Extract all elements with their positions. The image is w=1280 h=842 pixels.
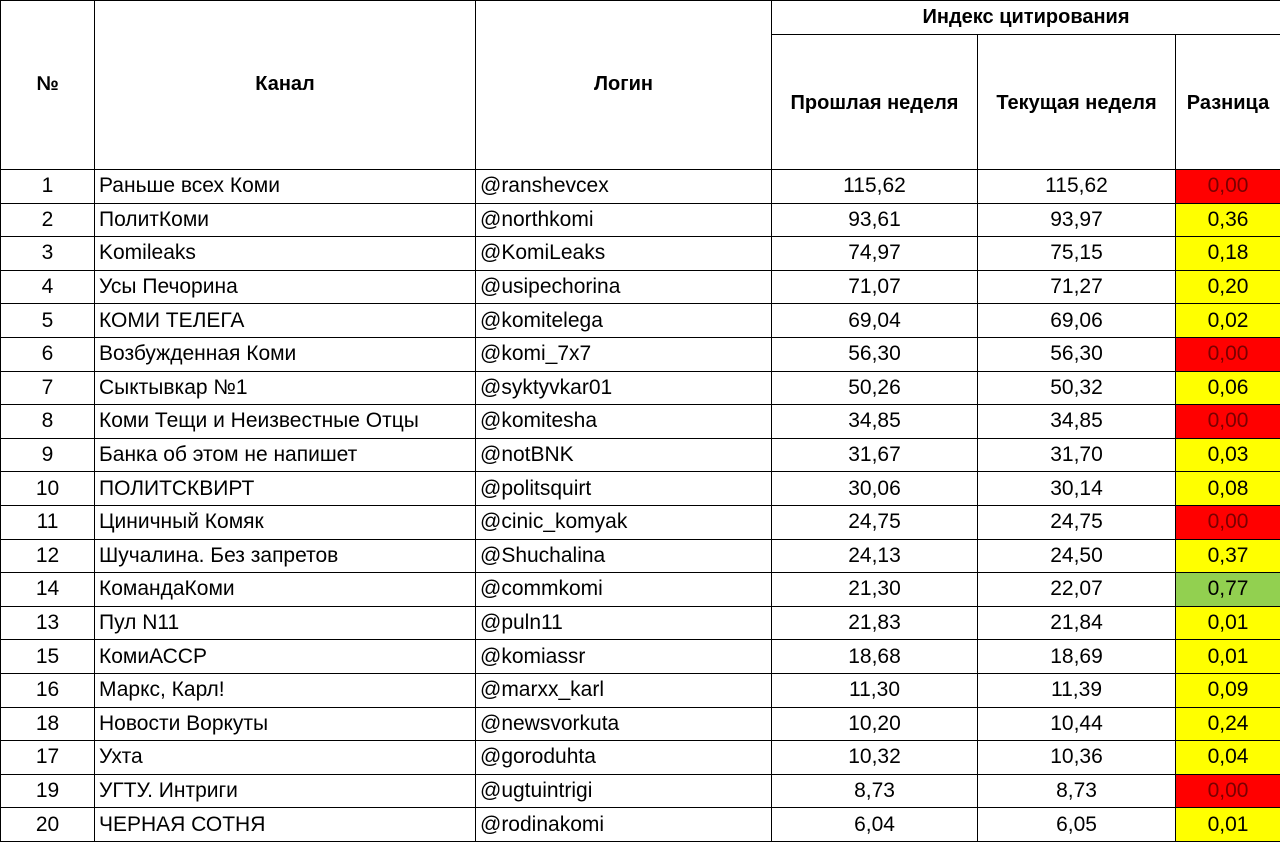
row-number: 18 [1, 707, 95, 741]
prev-week-value: 11,30 [772, 673, 978, 707]
diff-value: 0,00 [1176, 337, 1280, 371]
table-row [1, 405, 1280, 439]
cur-week-value: 115,62 [978, 170, 1176, 204]
diff-value: 0,36 [1176, 203, 1280, 237]
channel-login: @cinic_komyak [476, 505, 772, 539]
table-row [1, 237, 1280, 271]
row-number: 4 [1, 270, 95, 304]
channel-login: @Shuchalina [476, 539, 772, 573]
prev-week-value: 18,68 [772, 640, 978, 674]
row-number: 6 [1, 337, 95, 371]
diff-value: 0,02 [1176, 304, 1280, 338]
channel-name: Раньше всех Коми [95, 170, 476, 204]
channel-name: ЧЕРНАЯ СОТНЯ [95, 808, 476, 842]
cur-week-value: 21,84 [978, 606, 1176, 640]
prev-week-value: 74,97 [772, 237, 978, 271]
row-number: 11 [1, 505, 95, 539]
channel-login: @ranshevcex [476, 170, 772, 204]
header-num: № [1, 1, 95, 170]
prev-week-value: 24,75 [772, 505, 978, 539]
table-row [1, 337, 1280, 371]
channel-login: @northkomi [476, 203, 772, 237]
cur-week-value: 11,39 [978, 673, 1176, 707]
diff-value: 0,01 [1176, 606, 1280, 640]
diff-value: 0,00 [1176, 405, 1280, 439]
cur-week-value: 22,07 [978, 573, 1176, 607]
diff-value: 0,18 [1176, 237, 1280, 271]
diff-value: 0,03 [1176, 438, 1280, 472]
row-number: 16 [1, 673, 95, 707]
diff-value: 0,09 [1176, 673, 1280, 707]
prev-week-value: 6,04 [772, 808, 978, 842]
cur-week-value: 71,27 [978, 270, 1176, 304]
channel-name: Шучалина. Без запретов [95, 539, 476, 573]
channel-login: @syktyvkar01 [476, 371, 772, 405]
channel-login: @rodinakomi [476, 808, 772, 842]
prev-week-value: 21,83 [772, 606, 978, 640]
channel-login: @notBNK [476, 438, 772, 472]
table-row [1, 203, 1280, 237]
header-citation-index: Индекс цитирования [772, 1, 1280, 35]
row-number: 19 [1, 774, 95, 808]
table-row [1, 774, 1280, 808]
table-row [1, 606, 1280, 640]
prev-week-value: 34,85 [772, 405, 978, 439]
prev-week-value: 93,61 [772, 203, 978, 237]
diff-value: 0,01 [1176, 808, 1280, 842]
channel-name: Маркс, Карл! [95, 673, 476, 707]
row-number: 7 [1, 371, 95, 405]
channel-login: @puln11 [476, 606, 772, 640]
diff-value: 0,01 [1176, 640, 1280, 674]
table-row [1, 808, 1280, 842]
row-number: 2 [1, 203, 95, 237]
prev-week-value: 10,20 [772, 707, 978, 741]
cur-week-value: 93,97 [978, 203, 1176, 237]
channel-login: @ugtuintrigi [476, 774, 772, 808]
header-login: Логин [476, 1, 772, 170]
channel-login: @KomiLeaks [476, 237, 772, 271]
cur-week-value: 10,44 [978, 707, 1176, 741]
prev-week-value: 56,30 [772, 337, 978, 371]
diff-value: 0,37 [1176, 539, 1280, 573]
prev-week-value: 10,32 [772, 741, 978, 775]
table-row [1, 371, 1280, 405]
channel-login: @commkomi [476, 573, 772, 607]
table-row [1, 505, 1280, 539]
channel-name: Возбужденная Коми [95, 337, 476, 371]
channel-login: @goroduhta [476, 741, 772, 775]
row-number: 14 [1, 573, 95, 607]
prev-week-value: 50,26 [772, 371, 978, 405]
table-body [1, 170, 1280, 842]
prev-week-value: 69,04 [772, 304, 978, 338]
cur-week-value: 31,70 [978, 438, 1176, 472]
table-header [1, 1, 1280, 170]
cur-week-value: 6,05 [978, 808, 1176, 842]
row-number: 10 [1, 472, 95, 506]
prev-week-value: 30,06 [772, 472, 978, 506]
row-number: 20 [1, 808, 95, 842]
table-row [1, 741, 1280, 775]
channel-name: КОМИ ТЕЛЕГА [95, 304, 476, 338]
header-channel: Канал [95, 1, 476, 170]
cur-week-value: 24,75 [978, 505, 1176, 539]
cur-week-value: 75,15 [978, 237, 1176, 271]
row-number: 9 [1, 438, 95, 472]
prev-week-value: 8,73 [772, 774, 978, 808]
prev-week-value: 115,62 [772, 170, 978, 204]
diff-value: 0,24 [1176, 707, 1280, 741]
prev-week-value: 24,13 [772, 539, 978, 573]
diff-value: 0,77 [1176, 573, 1280, 607]
channel-name: Циничный Комяк [95, 505, 476, 539]
row-number: 15 [1, 640, 95, 674]
channel-name: ПОЛИТСКВИРТ [95, 472, 476, 506]
cur-week-value: 18,69 [978, 640, 1176, 674]
row-number: 8 [1, 405, 95, 439]
row-number: 13 [1, 606, 95, 640]
cur-week-value: 8,73 [978, 774, 1176, 808]
table-row [1, 304, 1280, 338]
diff-value: 0,08 [1176, 472, 1280, 506]
channel-name: Ухта [95, 741, 476, 775]
header-prev-week: Прошлая неделя [772, 35, 978, 170]
channel-name: Сыктывкар №1 [95, 371, 476, 405]
cur-week-value: 34,85 [978, 405, 1176, 439]
cur-week-value: 69,06 [978, 304, 1176, 338]
row-number: 12 [1, 539, 95, 573]
channel-name: Усы Печорина [95, 270, 476, 304]
cur-week-value: 10,36 [978, 741, 1176, 775]
header-diff: Разница [1176, 35, 1280, 170]
channel-login: @newsvorkuta [476, 707, 772, 741]
channel-name: УГТУ. Интриги [95, 774, 476, 808]
table-row [1, 539, 1280, 573]
channel-name: Новости Воркуты [95, 707, 476, 741]
header-cur-week: Текущая неделя [978, 35, 1176, 170]
channel-login: @komitesha [476, 405, 772, 439]
table-row [1, 270, 1280, 304]
channel-name: КомандаКоми [95, 573, 476, 607]
cur-week-value: 50,32 [978, 371, 1176, 405]
table-row [1, 472, 1280, 506]
cur-week-value: 56,30 [978, 337, 1176, 371]
prev-week-value: 21,30 [772, 573, 978, 607]
table-row [1, 573, 1280, 607]
table-row [1, 640, 1280, 674]
channel-name: Пул N11 [95, 606, 476, 640]
channel-name: Коми Тещи и Неизвестные Отцы [95, 405, 476, 439]
prev-week-value: 31,67 [772, 438, 978, 472]
diff-value: 0,00 [1176, 170, 1280, 204]
channel-login: @komitelega [476, 304, 772, 338]
prev-week-value: 71,07 [772, 270, 978, 304]
row-number: 1 [1, 170, 95, 204]
channel-login: @marxx_karl [476, 673, 772, 707]
table-row [1, 707, 1280, 741]
table-row [1, 170, 1280, 204]
diff-value: 0,06 [1176, 371, 1280, 405]
diff-value: 0,00 [1176, 774, 1280, 808]
row-number: 17 [1, 741, 95, 775]
table-row [1, 438, 1280, 472]
channel-login: @politsquirt [476, 472, 772, 506]
row-number: 3 [1, 237, 95, 271]
channel-login: @komi_7x7 [476, 337, 772, 371]
cur-week-value: 30,14 [978, 472, 1176, 506]
cur-week-value: 24,50 [978, 539, 1176, 573]
diff-value: 0,00 [1176, 505, 1280, 539]
channel-name: Банка об этом не напишет [95, 438, 476, 472]
channel-name: Komileaks [95, 237, 476, 271]
channel-login: @komiassr [476, 640, 772, 674]
channel-name: ПолитКоми [95, 203, 476, 237]
channel-login: @usipechorina [476, 270, 772, 304]
diff-value: 0,04 [1176, 741, 1280, 775]
row-number: 5 [1, 304, 95, 338]
table-row [1, 673, 1280, 707]
channel-name: КомиАССР [95, 640, 476, 674]
diff-value: 0,20 [1176, 270, 1280, 304]
